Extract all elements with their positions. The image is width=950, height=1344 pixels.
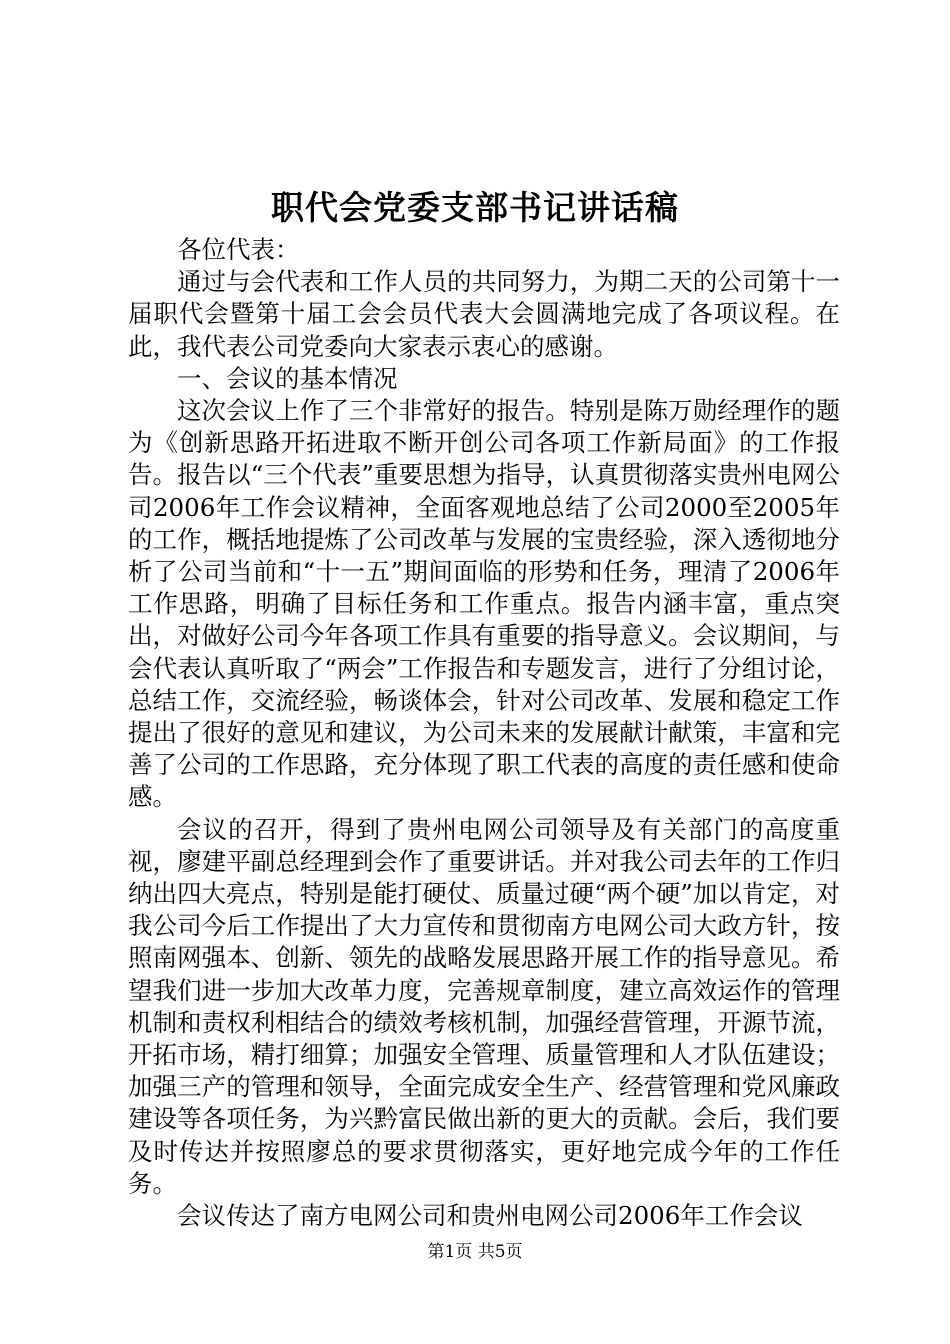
- section-heading: 一、会议的基本情况: [177, 363, 398, 393]
- paragraph-conveyed: 会议传达了南方电网公司和贵州电网公司2006年工作会议: [177, 1201, 803, 1231]
- document-body: [128, 234, 840, 1232]
- document-title: 职代会党委支部书记讲话稿: [271, 188, 679, 227]
- salutation: 各位代表：: [177, 235, 300, 264]
- paragraph-leadership: 会议的召开，得到了贵州电网公司领导及有关部门的高度重视，廖建平副总经理到会作了重要讲话。并对我公司去年的工作归纳出四大亮点，特别是能打硬仗、质量过硬“两个硬”加以肯定，对我公司今后工作提出了大力宣传和贯彻南方电网公司大政方针，按照南网强本、创新、领先的战略发展思路开展工作的指导意见。希望我们进一步加大改革力度，完善规章制度，建立高效运作的管理机制和责权利相结合的绩效考核机制，加强经营管理，开源节流，开拓市场，精打细算；加强安全管理、质量管理和人才队伍建设；加强三产的管理和领导，全面完成安全生产、经营管理和党风廉政建设等各项任务，为兴黔富民做出新的更大的贡献。会后，我们要及时传达并按照廖总的要求贯彻落实，更好地完成今年的工作任务。: [128, 814, 840, 1198]
- paragraph-intro: 通过与会代表和工作人员的共同努力，为期二天的公司第十一届职代会暨第十届工会会员代表大会圆满地完成了各项议程。在此，我代表公司党委向大家表示衷心的感谢。: [128, 267, 840, 361]
- paragraph-reports: 这次会议上作了三个非常好的报告。特别是陈万勋经理作的题为《创新思路开拓进取不断开创公司各项工作新局面》的工作报告。报告以“三个代表”重要思想为指导，认真贯彻落实贵州电网公司2006年工作会议精神，全面客观地总结了公司2000至2005年的工作，概括地提炼了公司改革与发展的宝贵经验，深入透彻地分析了公司当前和“十一五”期间面临的形势和任务，理清了2006年工作思路，明确了目标任务和工作重点。报告内涵丰富，重点突出，对做好公司今年各项工作具有重要的指导意义。会议期间，与会代表认真听取了“两会”工作报告和专题发言，进行了分组讨论，总结工作，交流经验，畅谈体会，针对公司改革、发展和稳定工作提出了很好的意见和建议，为公司未来的发展献计献策，丰富和完善了公司的工作思路，充分体现了职工代表的高度的责任感和使命感。: [128, 396, 840, 812]
- page-footer: 第1页 共5页: [427, 1242, 523, 1262]
